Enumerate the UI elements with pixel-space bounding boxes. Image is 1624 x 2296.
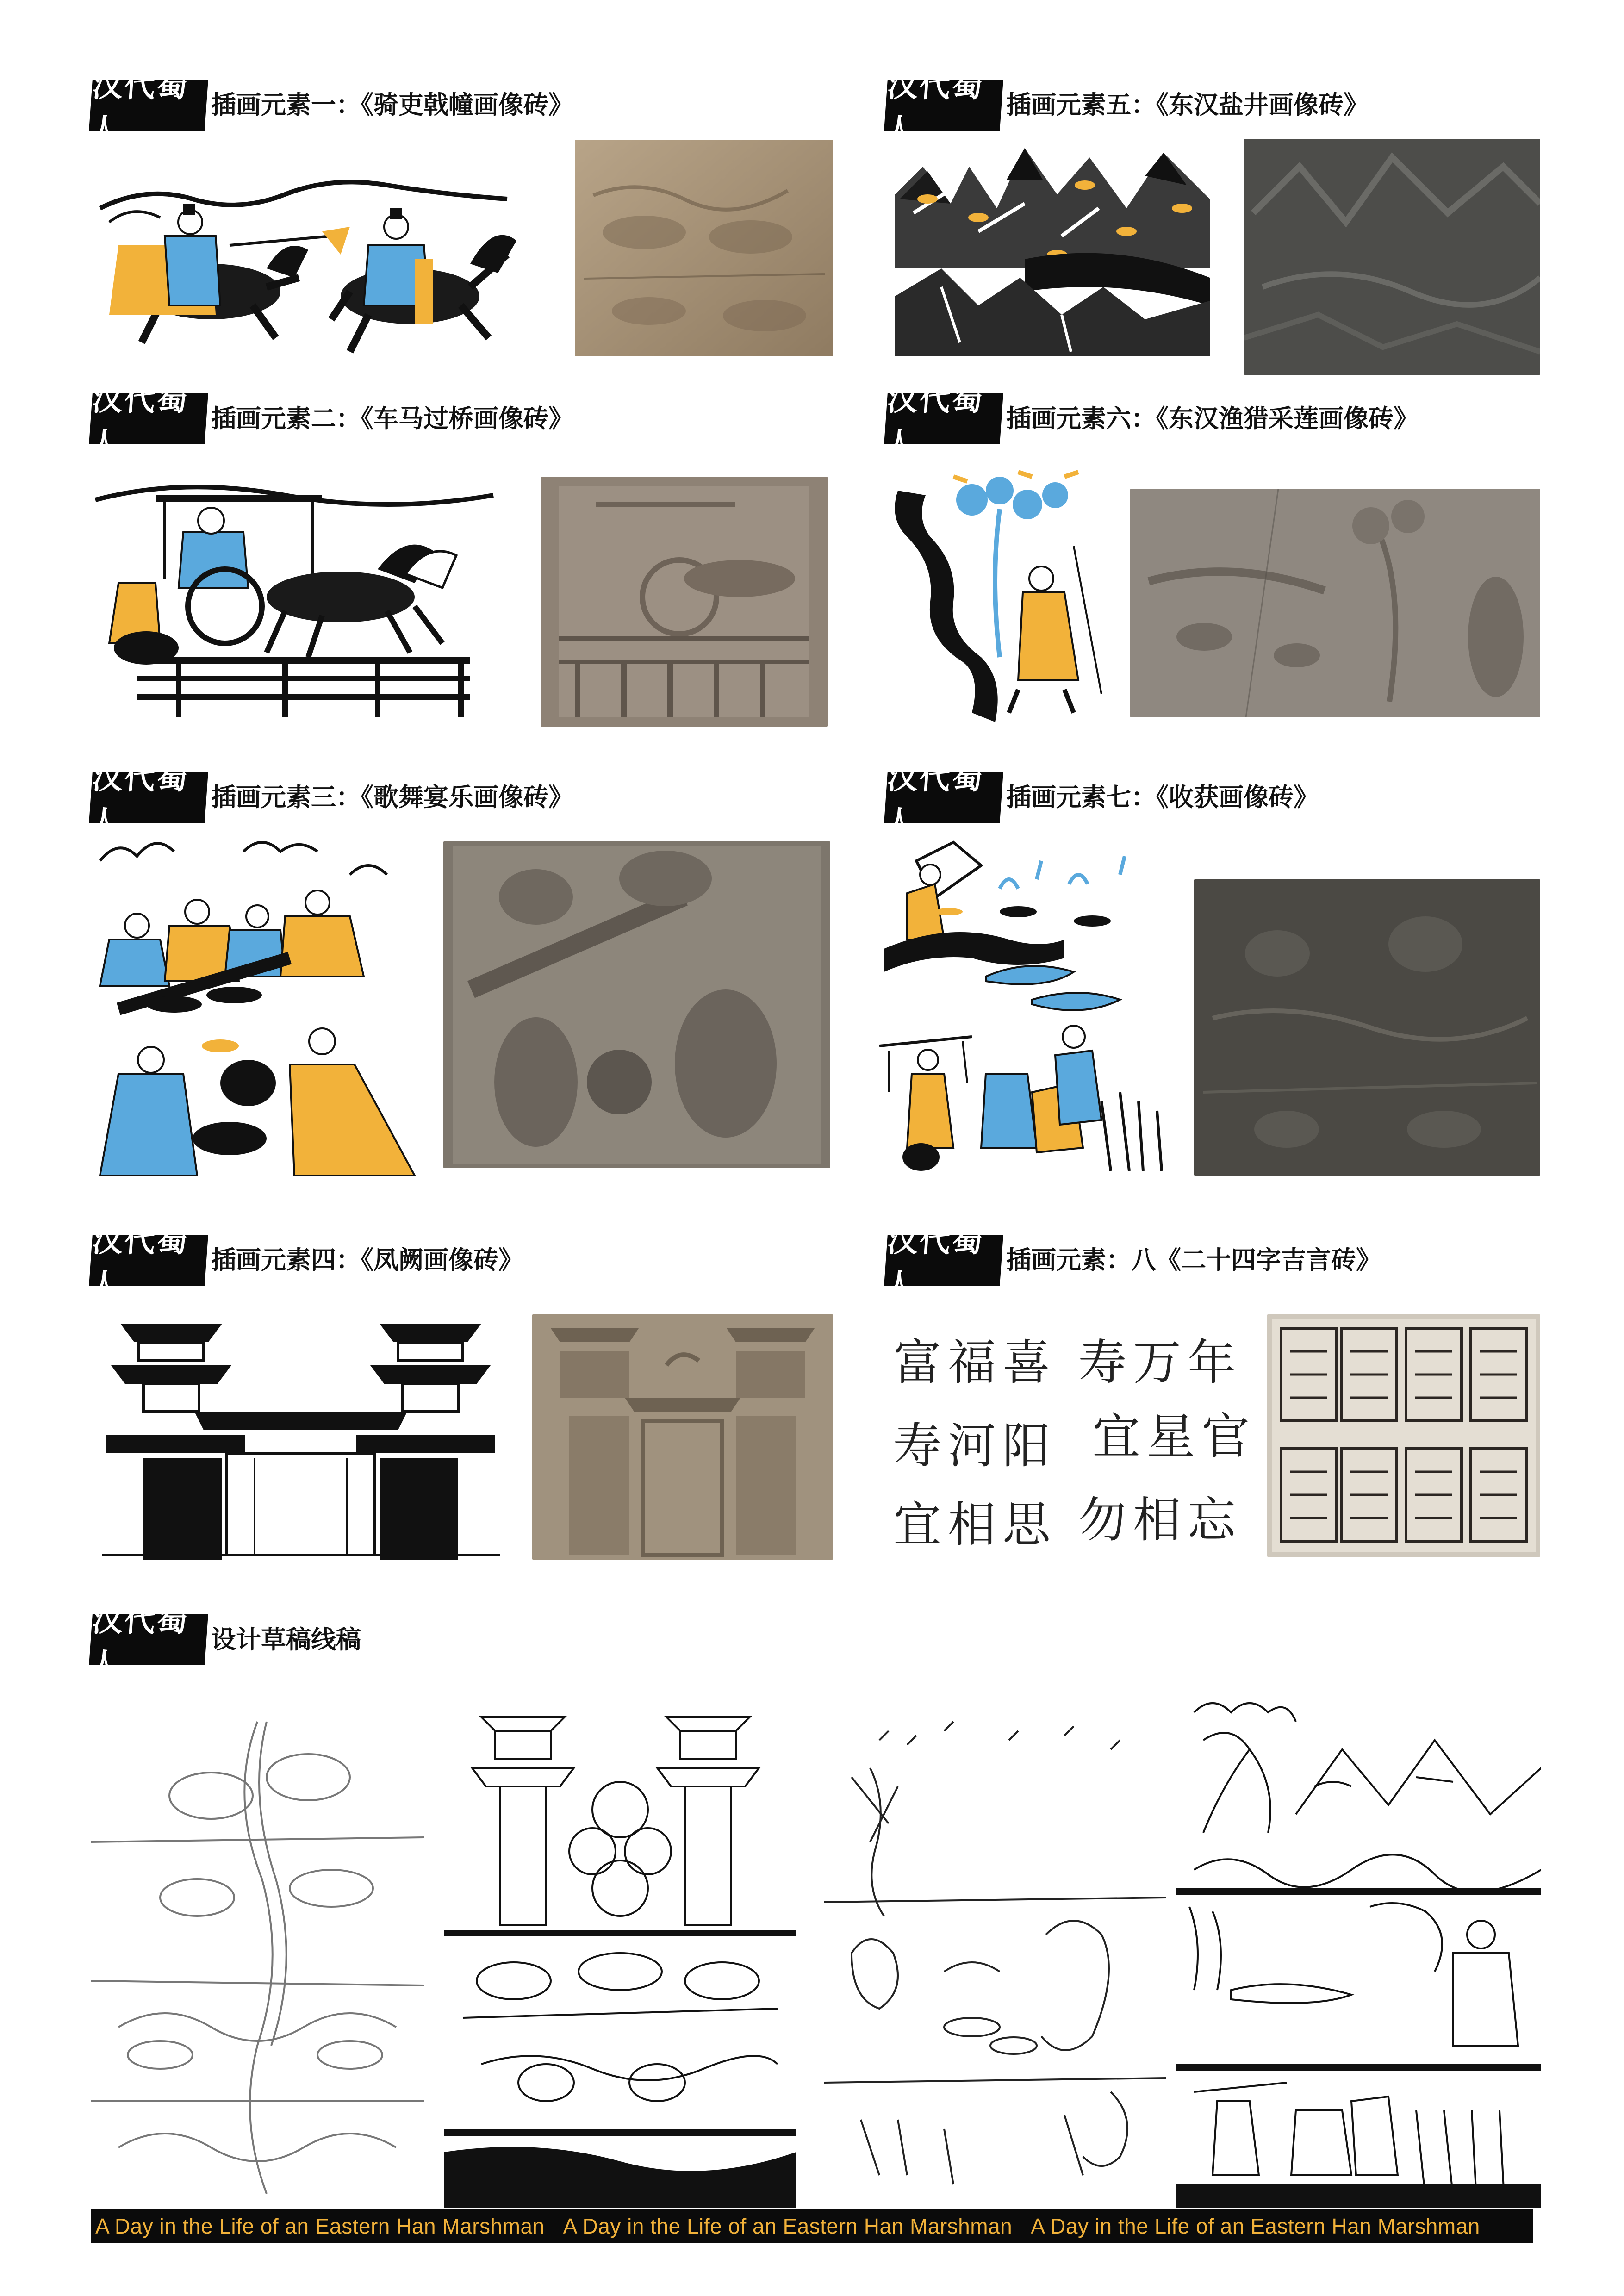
footer-text-1: A Day in the Life of an Eastern Han Marshman <box>95 2214 545 2238</box>
brand-logo: 汉代蜀人 <box>89 1235 208 1286</box>
footer-banner <box>91 2209 1533 2243</box>
sketch-panel-3 <box>824 1712 1166 2208</box>
illustration-banquet <box>91 833 442 1185</box>
brand-logo: 汉代蜀人 <box>884 1235 1003 1286</box>
calligraphy-line-1b: 寿万年 <box>1078 1334 1243 1391</box>
sketch-panel-2 <box>444 1703 796 2208</box>
brick-photo-inscription <box>1267 1314 1540 1557</box>
sketch-panel-1 <box>91 1703 424 2208</box>
section-title-1: 插画元素一：《骑吏戟幢画像砖》 <box>211 90 573 119</box>
illustration-fishing-lotus <box>879 463 1111 731</box>
sketch-panel-4 <box>1176 1694 1541 2208</box>
illustration-salt-well <box>886 139 1219 361</box>
footer-text-2: A Day in the Life of an Eastern Han Marshman <box>563 2214 1013 2238</box>
illustration-harvest <box>879 833 1176 1176</box>
brick-photo-horsemen <box>575 140 833 356</box>
section-title-8: 插画元素：八《二十四字吉言砖》 <box>1006 1245 1381 1275</box>
brand-logo: 汉代蜀人 <box>89 1614 208 1665</box>
section-title-5: 插画元素五：《东汉盐井画像砖》 <box>1006 90 1369 119</box>
brick-photo-harvest <box>1194 879 1540 1176</box>
section-title-6: 插画元素六：《东汉渔猎采莲画像砖》 <box>1006 404 1419 433</box>
section-title-4: 插画元素四：《凤阙画像砖》 <box>211 1245 523 1275</box>
brick-photo-banquet <box>443 841 830 1168</box>
illustration-phoenix-gate <box>102 1305 500 1564</box>
illustration-horsemen <box>91 167 530 361</box>
brand-logo: 汉代蜀人 <box>89 772 208 823</box>
section-title-7: 插画元素七：《收获画像砖》 <box>1006 783 1319 812</box>
footer-text-3: A Day in the Life of an Eastern Han Marshman <box>1031 2214 1480 2238</box>
section-title-2: 插画元素二：《车马过桥画像砖》 <box>211 404 573 433</box>
calligraphy-line-3b: 勿相忘 <box>1078 1492 1243 1548</box>
section-title-sketch: 设计草稿线稿 <box>211 1625 361 1654</box>
brand-logo: 汉代蜀人 <box>884 772 1003 823</box>
brand-logo: 汉代蜀人 <box>89 393 208 444</box>
brick-photo-carriage <box>541 477 828 727</box>
brick-photo-salt-well <box>1244 139 1540 375</box>
brick-photo-fishing-lotus <box>1130 489 1540 717</box>
brand-logo: 汉代蜀人 <box>884 80 1003 131</box>
brand-logo: 汉代蜀人 <box>884 393 1003 444</box>
calligraphy-line-3a: 宜相思 <box>893 1496 1058 1553</box>
illustration-carriage-bridge <box>91 467 498 727</box>
calligraphy-line-1a: 富福喜 <box>893 1334 1058 1391</box>
calligraphy-line-2b: 宜星官 <box>1092 1408 1257 1465</box>
brand-logo: 汉代蜀人 <box>89 80 208 131</box>
brick-photo-phoenix-gate <box>532 1314 833 1560</box>
section-title-3: 插画元素三：《歌舞宴乐画像砖》 <box>211 783 573 812</box>
calligraphy-line-2a: 寿河阳 <box>893 1418 1058 1474</box>
